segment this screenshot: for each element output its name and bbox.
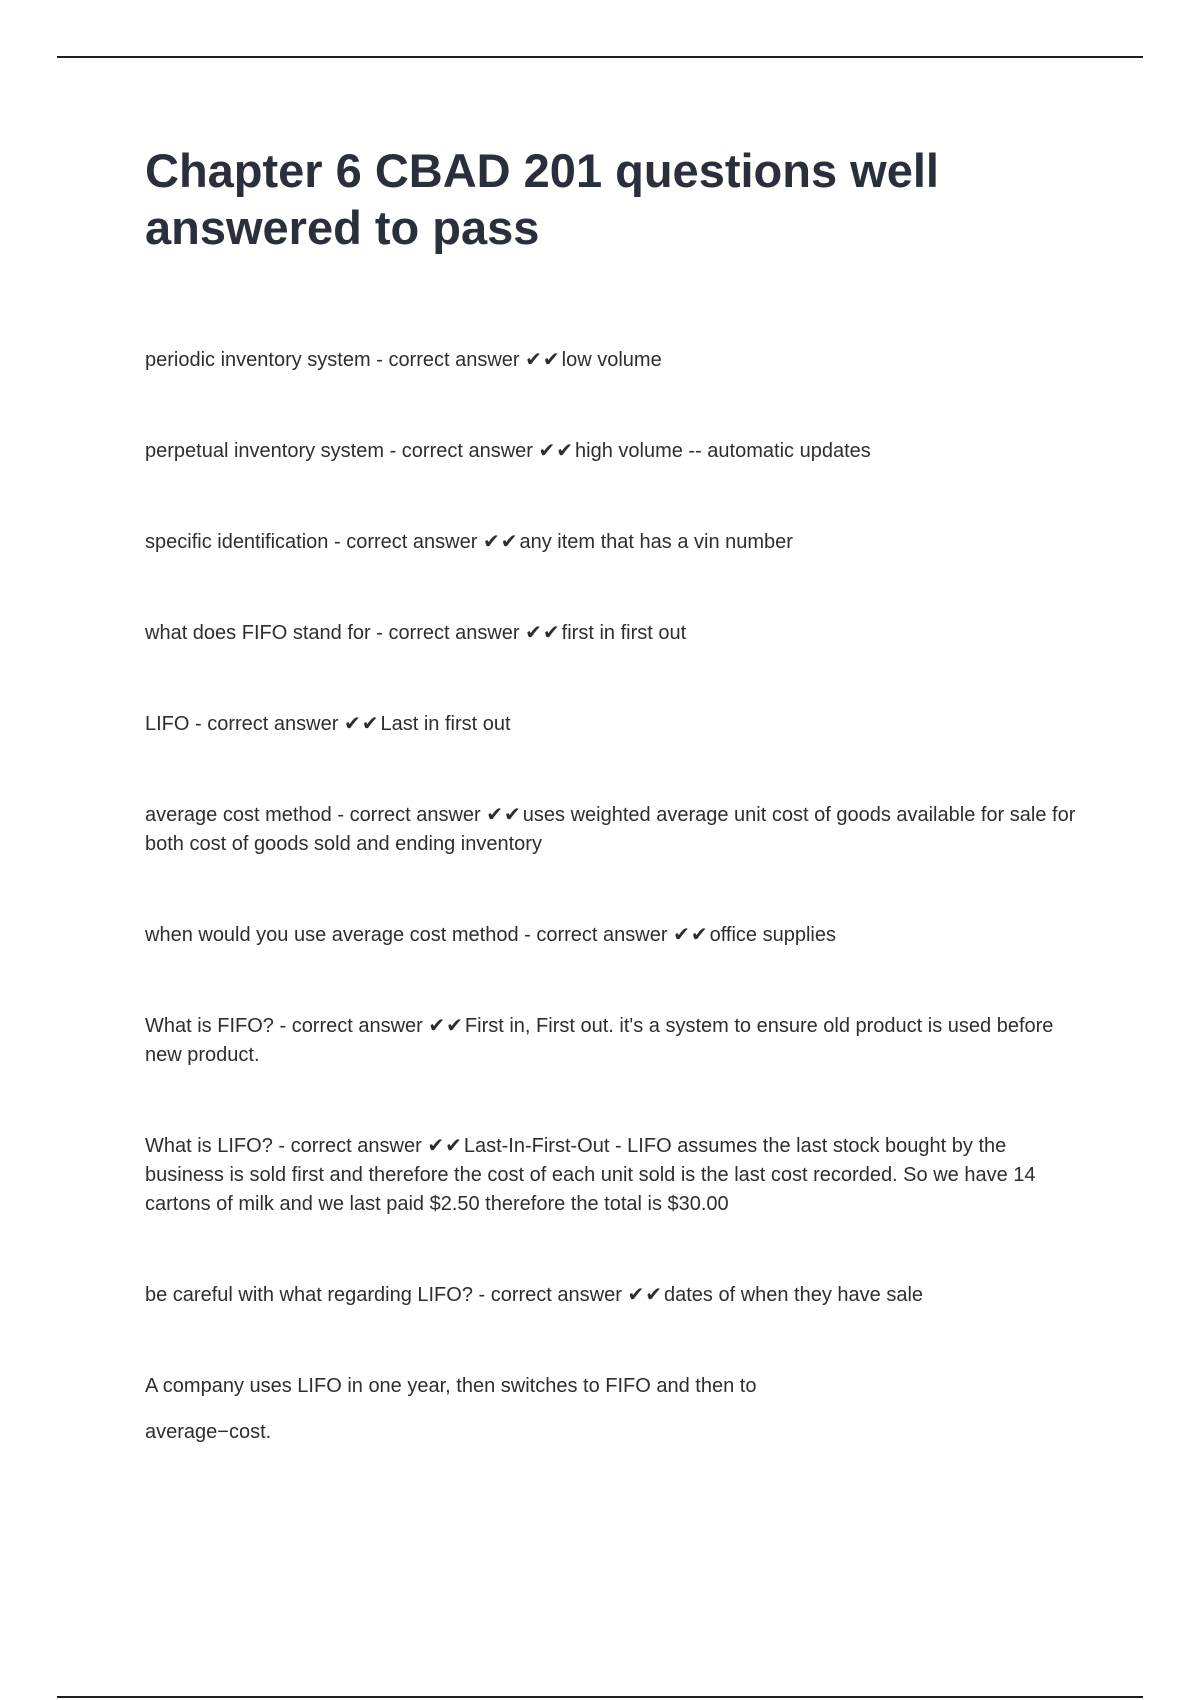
question-text: be careful with what regarding LIFO? xyxy=(145,1284,473,1306)
answer-label: correct answer xyxy=(349,804,481,826)
separator: - xyxy=(370,622,389,644)
check-marks-icon: ✔✔ xyxy=(343,713,380,735)
answer-text: low volume xyxy=(561,349,662,371)
answer-label: correct answer xyxy=(346,531,478,553)
answer-label: correct answer xyxy=(490,1284,622,1306)
answer-label: correct answer xyxy=(290,1135,422,1157)
question-text: specific identification xyxy=(145,531,329,553)
separator: - xyxy=(518,924,537,946)
answer-text: Last in first out xyxy=(380,713,511,735)
answer-label: correct answer xyxy=(207,713,339,735)
qa-item xyxy=(145,921,1085,950)
separator: - xyxy=(331,804,350,826)
answer-label: correct answer xyxy=(536,924,668,946)
check-marks-icon: ✔✔ xyxy=(428,1015,464,1037)
separator: - xyxy=(384,440,402,462)
answer-label: correct answer xyxy=(291,1015,423,1037)
answer-text: first in first out xyxy=(561,622,687,644)
answer-text: high volume -- automatic updates xyxy=(575,440,871,462)
qa-item xyxy=(145,1281,1085,1310)
answer-text: dates of when they have sale xyxy=(663,1284,924,1306)
check-marks-icon: ✔✔ xyxy=(627,1284,663,1306)
qa-item xyxy=(145,1012,1085,1070)
check-marks-icon: ✔✔ xyxy=(673,924,709,946)
qa-item xyxy=(145,619,1085,648)
separator: - xyxy=(328,531,347,553)
answer-label: correct answer xyxy=(388,349,520,371)
qa-list xyxy=(145,346,1085,1447)
qa-item xyxy=(145,346,1085,375)
answer-text: any item that has a vin number xyxy=(519,531,793,553)
separator: - xyxy=(272,1135,291,1157)
qa-item xyxy=(145,437,1085,466)
question-text: What is FIFO? xyxy=(145,1015,274,1037)
answer-text: office supplies xyxy=(709,924,836,946)
question-text: LIFO xyxy=(145,713,190,735)
separator: - xyxy=(189,713,208,735)
qa-item xyxy=(145,801,1085,859)
document-title: Chapter 6 CBAD 201 questions well answered to pass xyxy=(145,144,939,254)
question-text: periodic inventory system xyxy=(145,349,371,371)
question-text: what does FIFO stand for xyxy=(145,622,371,644)
top-rule xyxy=(57,56,1143,58)
separator: - xyxy=(370,349,389,371)
check-marks-icon: ✔✔ xyxy=(525,622,561,644)
qa-item xyxy=(145,528,1085,557)
separator: - xyxy=(472,1284,491,1306)
question-text: What is LIFO? xyxy=(145,1135,273,1157)
qa-item xyxy=(145,710,1085,739)
separator: - xyxy=(273,1015,292,1037)
check-marks-icon: ✔✔ xyxy=(427,1135,463,1157)
question-text: average cost method xyxy=(145,804,332,826)
answer-label: correct answer xyxy=(401,440,533,462)
answer-label: correct answer xyxy=(388,622,520,644)
answer-text: Last-In-First-Out - LIFO assumes the last stock bought by the business is sold first and therefore the cost of each unit sold is the last cost recorded. So we have 14 cartons of milk and we last paid $2.50 therefore the total is $30.00 xyxy=(145,1135,1036,1215)
answer-text: First in, First out. it's a system to ensure old product is used before new product. xyxy=(145,1015,1054,1066)
trailing-text-line-1: A company uses LIFO in one year, then switches to FIFO and then to xyxy=(145,1375,757,1397)
check-marks-icon: ✔✔ xyxy=(538,440,575,462)
answer-text: uses weighted average unit cost of goods available for sale for both cost of goods sold and ending inventory xyxy=(145,804,1076,855)
check-marks-icon: ✔✔ xyxy=(482,531,519,553)
qa-item xyxy=(145,1132,1085,1219)
bottom-rule xyxy=(57,1696,1143,1698)
question-text: perpetual inventory system xyxy=(145,440,385,462)
check-marks-icon: ✔✔ xyxy=(525,349,561,371)
check-marks-icon: ✔✔ xyxy=(486,804,522,826)
question-text: when would you use average cost method xyxy=(145,924,519,946)
trailing-text-line-2: average−cost. xyxy=(145,1421,272,1443)
